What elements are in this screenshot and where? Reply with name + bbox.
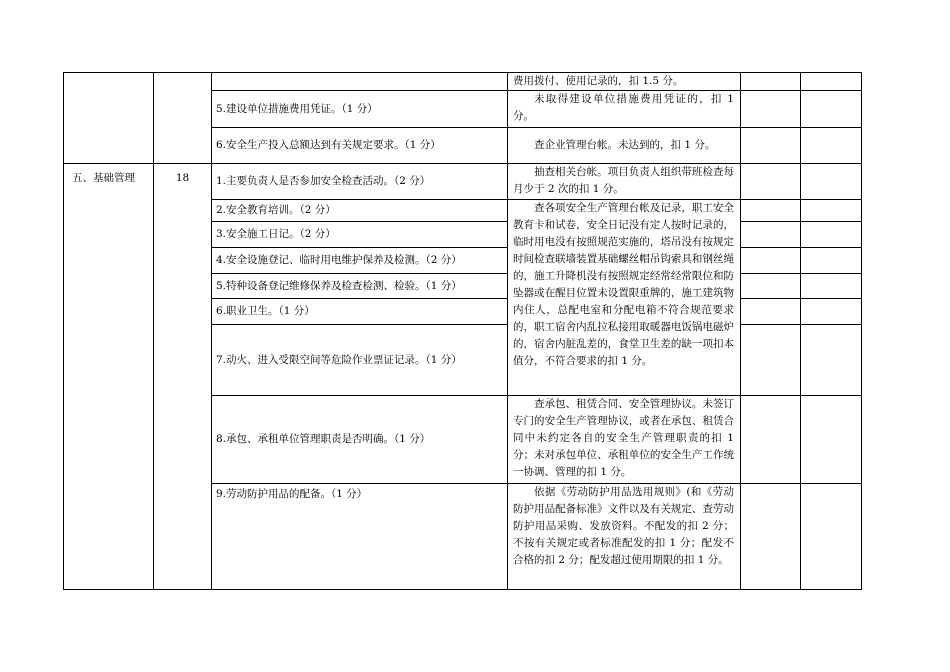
score-a-cell [741,200,801,222]
category-cell-prev [64,73,154,164]
item-cell: 9.劳动防护用品的配备。（1 分） [212,484,508,590]
method-cell: 依据《劳动防护用品选用规则》(和《劳动防护用品配备标准》文件以及有关规定、查劳动防护用品采购、发放资料。不配发的扣 2 分；不按有关规定或者标准配发的扣 1 分；配发不合格的扣 2 分；配发超过使用期限的扣 1 分。 [508,484,741,590]
score-b-cell [801,200,862,222]
score-a-cell [741,73,801,91]
item-cell-prev [212,73,508,91]
item-cell: 1.主要负责人是否参加安全检查活动。（2 分） [212,164,508,200]
item-cell: 5.特种设备登记维修保养及检查检测、检验。（1 分） [212,274,508,299]
item-cell: 2.安全教育培训。（2 分） [212,200,508,222]
method-cell: 未取得建设单位措施费用凭证的，扣 1 分。 [508,91,741,128]
score-b-cell [801,396,862,484]
score-a-cell [741,222,801,248]
item-cell: 5.建设单位措施费用凭证。（1 分） [212,91,508,128]
table-row [64,73,862,91]
item-cell: 8.承包、承租单位管理职责是否明确。（1 分） [212,396,508,484]
score-b-cell [801,248,862,274]
score-a-cell [741,484,801,590]
method-cell: 查承包、租赁合同、安全管理协议。未签订专门的安全生产管理协议，或者在承包、租赁合同中未约定各自的安全生产管理职责的扣 1 分；未对承包单位、承租单位的安全生产工作统一协调、管理的扣 1 分。 [508,396,741,484]
score-a-cell [741,248,801,274]
item-cell: 3.安全施工日记。（2 分） [212,222,508,248]
safety-check-table [63,72,862,590]
category-cell: 五、基础管理 [64,164,154,590]
score-b-cell [801,325,862,396]
method-cell: 抽查相关台帐。项目负责人组织带班检查每月少于 2 次的扣 1 分。 [508,164,741,200]
item-cell: 6.安全生产投入总额达到有关规定要求。（1 分） [212,128,508,164]
score-a-cell [741,91,801,128]
item-cell: 7.动火、进入受限空间等危险作业票证记录。（1 分） [212,325,508,396]
method-cell: 查企业管理台帐。未达到的，扣 1 分。 [508,128,741,164]
score-a-cell [741,128,801,164]
score-b-cell [801,128,862,164]
score-b-cell [801,73,862,91]
score-b-cell [801,164,862,200]
score-a-cell [741,299,801,325]
score-a-cell [741,325,801,396]
score-b-cell [801,484,862,590]
table-row [64,164,862,200]
score-cell: 18 [154,164,212,590]
item-cell: 6.职业卫生。（1 分） [212,299,508,325]
score-b-cell [801,299,862,325]
item-cell: 4.安全设施登记、临时用电维护保养及检测。（2 分） [212,248,508,274]
score-a-cell [741,396,801,484]
score-b-cell [801,91,862,128]
score-cell-prev [154,73,212,164]
score-b-cell [801,274,862,299]
score-b-cell [801,222,862,248]
score-a-cell [741,274,801,299]
method-cell: 查各项安全生产管理台帐及记录，职工安全教育卡和试卷，安全日记没有定人按时记录的，临时用电没有按照规范实施的，塔吊没有按规定时间检查联墙装置基础螺丝帽吊钩索具和钢丝绳的，施工升降机没有按照规定经常经常限位和防坠器或在醒目位置未设置限重牌的，施工建筑物内住人，总配电室和分配电箱不符合规范要求的，职工宿舍内乱拉私接用取暖器电饭锅电磁炉的，宿舍内脏乱差的，食堂卫生差的缺一项扣本值分，不符合要求的扣 1 分。 [508,200,741,396]
method-cell: 费用拨付、使用记录的，扣 1.5 分。 [508,73,741,91]
score-a-cell [741,164,801,200]
